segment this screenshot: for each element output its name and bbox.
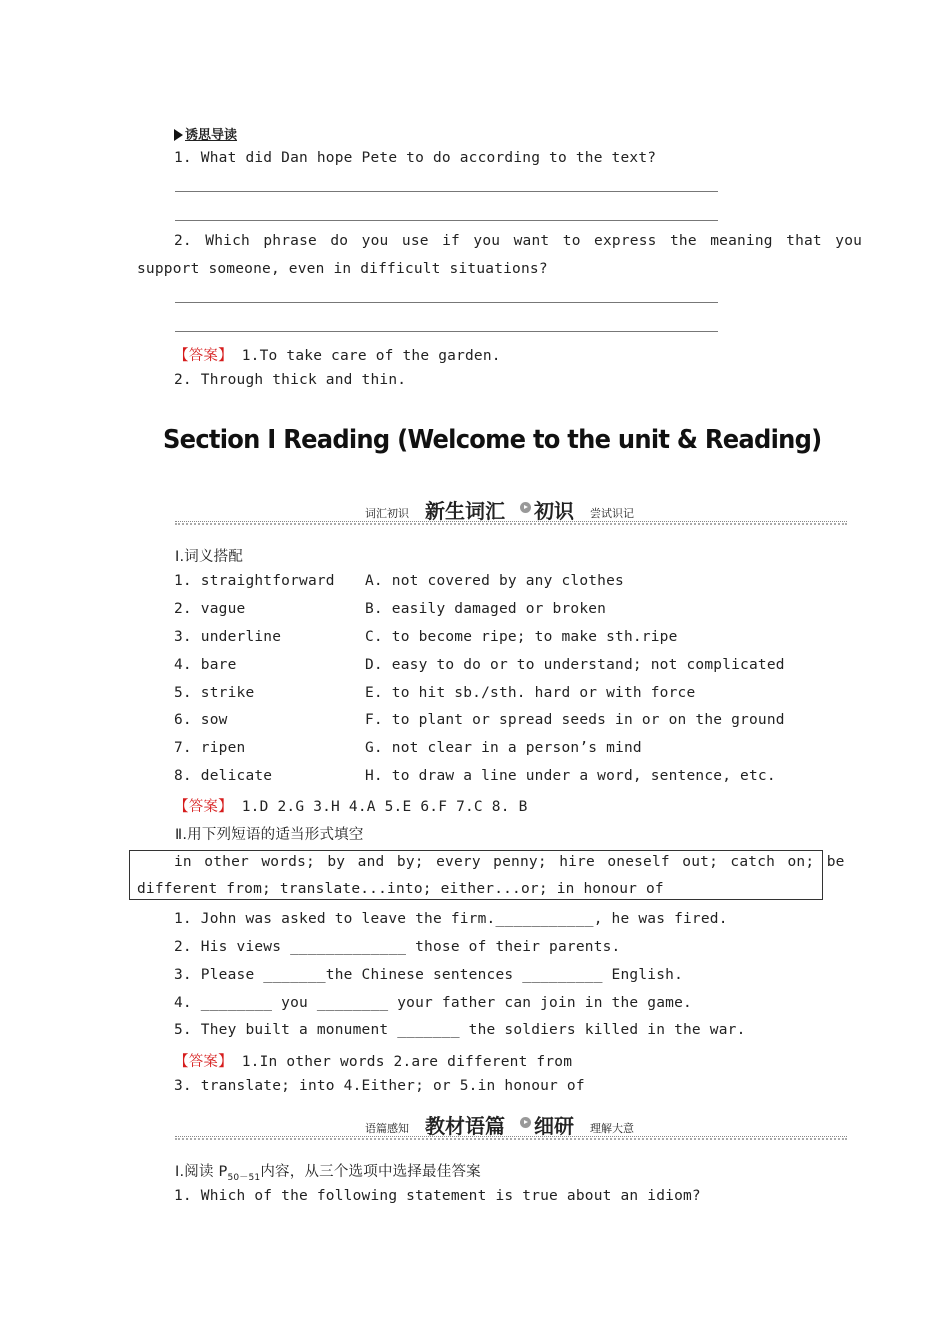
word-item: 8. delicate: [174, 768, 273, 784]
definition-item: F. to plant or spread seeds in or on the ground: [365, 712, 785, 728]
part3-heading: Ⅰ.阅读 $P_{50-51}$内容，从三个选项中选择最佳答案: [175, 1164, 481, 1183]
banner-title-1: 教材语篇: [425, 1114, 505, 1138]
fill-sentence: 1. John was asked to leave the firm.___________, he was fired.: [174, 911, 728, 927]
answer-1-line2: 2. Through thick and thin.: [174, 372, 407, 388]
part1-answer-text: 1.D 2.G 3.H 4.A 5.E 6.F 7.C 8. B: [241, 799, 528, 815]
guide-header: [174, 124, 237, 143]
section-title: Section Ⅰ Reading (Welcome to the unit & Reading): [163, 425, 822, 455]
definition-item: D. easy to do or to understand; not complicated: [365, 657, 785, 673]
arrow-circle-icon: [520, 1117, 531, 1128]
fill-sentence: 2. His views _____________ those of their parents.: [174, 939, 621, 955]
banner-left-label: 词汇初识: [365, 507, 409, 520]
word-item: 1. straightforward: [174, 573, 335, 589]
part1-heading: Ⅰ.词义搭配: [175, 549, 244, 565]
answer-block-1: [174, 344, 501, 365]
part2-answer: [174, 1050, 572, 1071]
question-1: 1. What did Dan hope Pete to do according to the text?: [174, 150, 657, 166]
part3-question-1: 1. Which of the following statement is true about an idiom?: [174, 1188, 701, 1204]
word-item: 3. underline: [174, 629, 282, 645]
banner-right-label: 尝试识记: [590, 507, 634, 520]
banner-left-label: 语篇感知: [365, 1122, 409, 1135]
part2-answer-text: 1.In other words 2.are different from: [241, 1054, 573, 1070]
question-2-line2: support someone, even in difficult situations?: [137, 261, 548, 277]
word-item: 4. bare: [174, 657, 237, 673]
answer-1-text: 1.To take care of the garden.: [241, 348, 501, 364]
word-item: 2. vague: [174, 601, 246, 617]
fill-sentence: 3. Please _______the Chinese sentences _________ English.: [174, 967, 683, 983]
banner-title-2: 细研: [534, 1114, 574, 1138]
answer-line: [175, 331, 718, 332]
definition-item: H. to draw a line under a word, sentence, etc.: [365, 768, 776, 784]
word-item: 5. strike: [174, 685, 255, 701]
part2-heading: Ⅱ.用下列短语的适当形式填空: [175, 827, 364, 843]
vocab-banner: [175, 495, 847, 525]
reading-banner: [175, 1110, 847, 1140]
definition-item: E. to hit sb./sth. hard or with force: [365, 685, 696, 701]
answer-label: 【答案】: [174, 799, 233, 815]
arrow-circle-icon: [520, 502, 531, 513]
banner-right-label: 理解大意: [590, 1122, 634, 1135]
definition-item: C. to become ripe; to make sth.ripe: [365, 629, 678, 645]
definition-item: G. not clear in a person’s mind: [365, 740, 642, 756]
part1-answer: [174, 795, 528, 816]
word-item: 7. ripen: [174, 740, 246, 756]
guide-title: 诱思导读: [185, 128, 238, 143]
banner-title-2: 初识: [534, 499, 574, 523]
phrase-box-line1: in other words; by and by; every penny; hire oneself out; catch on; be: [174, 854, 845, 870]
definition-item: A. not covered by any clothes: [365, 573, 624, 589]
fill-sentence: 4. ________ you ________ your father can join in the game.: [174, 995, 692, 1011]
fill-sentence: 5. They built a monument _______ the soldiers killed in the war.: [174, 1022, 746, 1038]
answer-line: [175, 302, 718, 303]
banner-title-1: 新生词汇: [425, 499, 505, 523]
part2-answer-line2: 3. translate; into 4.Either; or 5.in honour of: [174, 1078, 585, 1094]
definition-item: B. easily damaged or broken: [365, 601, 607, 617]
answer-line: [175, 220, 718, 221]
word-item: 6. sow: [174, 712, 228, 728]
answer-label: 【答案】: [174, 1054, 233, 1070]
answer-label: 【答案】: [174, 348, 233, 364]
answer-line: [175, 191, 718, 192]
play-triangle-icon: [174, 129, 183, 141]
question-2-line1: 2. Which phrase do you use if you want to express the meaning that you: [174, 233, 863, 249]
phrase-box-line2: different from; translate...into; either...or; in honour of: [137, 881, 664, 897]
